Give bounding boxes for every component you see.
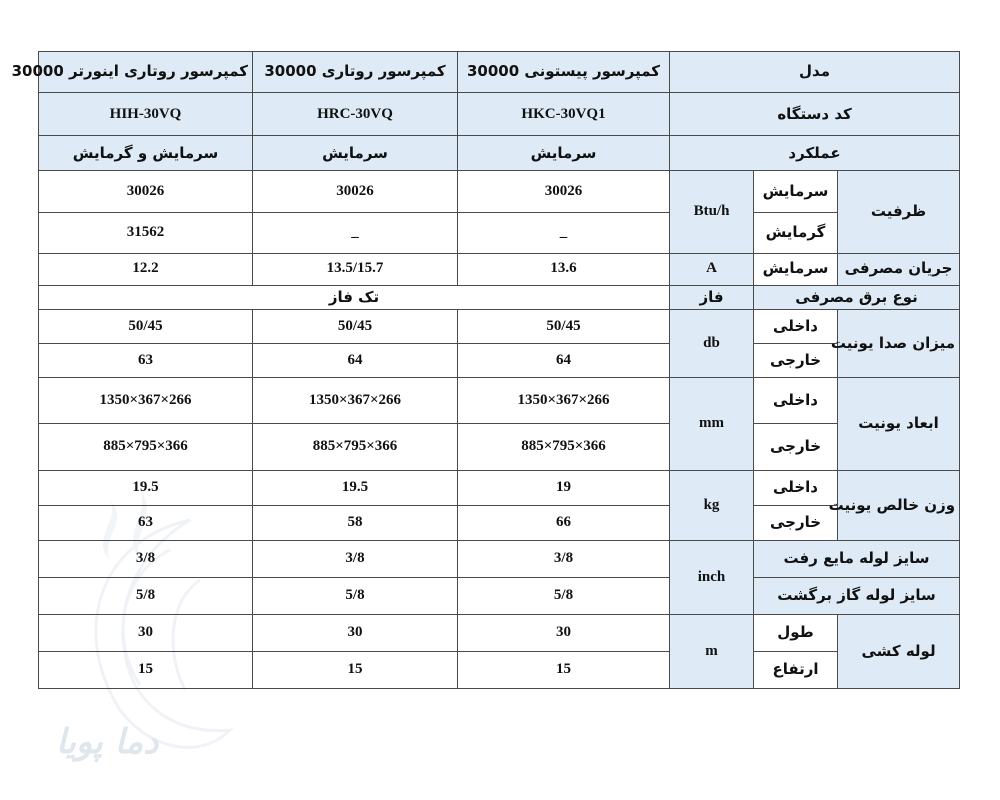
current-sub: سرمایش — [754, 253, 838, 285]
gas-col-1: 5/8 — [458, 577, 670, 614]
code-col-1: HKC-30VQ1 — [458, 93, 670, 136]
gas-col-3: 5/8 — [39, 577, 253, 614]
piping-label: لوله کشی — [838, 614, 960, 688]
pipe-size-unit: inch — [670, 540, 754, 614]
row-weight-outdoor — [39, 505, 960, 540]
weight-out-label: خارجی — [754, 505, 838, 540]
model-col-2: کمپرسور روتاری 30000 — [253, 52, 458, 93]
weight-in-label: داخلی — [754, 470, 838, 505]
power-value: تک فاز — [39, 285, 670, 310]
model-label: مدل — [670, 52, 960, 93]
dim-unit: mm — [670, 378, 754, 471]
cap-heat-col-3: 31562 — [39, 212, 253, 253]
length-label: طول — [754, 614, 838, 651]
noise-out-label: خارجی — [754, 344, 838, 378]
cap-heat-label: گرمایش — [754, 212, 838, 253]
cap-cool-col-3: 30026 — [39, 171, 253, 212]
model-col-1: کمپرسور پیستونی 30000 — [458, 52, 670, 93]
row-noise-indoor — [39, 310, 960, 344]
noise-in-col-3: 50/45 — [39, 310, 253, 344]
row-capacity-heating — [39, 212, 960, 253]
gas-label: سایز لوله گاز برگشت — [754, 577, 960, 614]
noise-out-col-1: 64 — [458, 344, 670, 378]
weight-in-col-1: 19 — [458, 470, 670, 505]
row-code — [39, 93, 960, 136]
current-col-1: 13.6 — [458, 253, 670, 285]
dim-out-col-3: 885×795×366 — [39, 424, 253, 470]
dim-in-col-3: 1350×367×266 — [39, 378, 253, 424]
length-col-3: 30 — [39, 614, 253, 651]
function-col-3: سرمایش و گرمایش — [39, 136, 253, 171]
capacity-label: ظرفیت — [838, 171, 960, 253]
row-power — [39, 285, 960, 310]
dim-out-col-1: 885×795×366 — [458, 424, 670, 470]
function-label: عملکرد — [670, 136, 960, 171]
cap-cool-col-1: 30026 — [458, 171, 670, 212]
dim-out-col-2: 885×795×366 — [253, 424, 458, 470]
liquid-col-1: 3/8 — [458, 540, 670, 577]
length-col-1: 30 — [458, 614, 670, 651]
code-label: کد دستگاه — [670, 93, 960, 136]
row-piping-length — [39, 614, 960, 651]
liquid-col-2: 3/8 — [253, 540, 458, 577]
piping-unit: m — [670, 614, 754, 688]
noise-in-col-2: 50/45 — [253, 310, 458, 344]
weight-out-col-2: 58 — [253, 505, 458, 540]
dim-in-col-2: 1350×367×266 — [253, 378, 458, 424]
weight-out-col-1: 66 — [458, 505, 670, 540]
row-dim-indoor — [39, 378, 960, 424]
gas-col-2: 5/8 — [253, 577, 458, 614]
length-col-2: 30 — [253, 614, 458, 651]
row-current — [39, 253, 960, 285]
cap-cool-label: سرمایش — [754, 171, 838, 212]
dim-out-label: خارجی — [754, 424, 838, 470]
liquid-label: سایز لوله مایع رفت — [754, 540, 960, 577]
noise-unit: db — [670, 310, 754, 378]
code-col-2: HRC-30VQ — [253, 93, 458, 136]
spec-table — [11, 51, 960, 689]
power-label: نوع برق مصرفی — [754, 285, 960, 310]
weight-in-col-2: 19.5 — [253, 470, 458, 505]
height-col-1: 15 — [458, 651, 670, 688]
cap-heat-col-2: _ — [253, 212, 458, 253]
row-weight-indoor — [39, 470, 960, 505]
weight-unit: kg — [670, 470, 754, 540]
row-model — [39, 52, 960, 93]
dim-label: ابعاد یونیت — [838, 378, 960, 471]
capacity-unit: Btu/h — [670, 171, 754, 253]
weight-out-col-3: 63 — [39, 505, 253, 540]
noise-in-label: داخلی — [754, 310, 838, 344]
current-col-3: 12.2 — [39, 253, 253, 285]
weight-label: وزن خالص یونیت — [838, 470, 960, 540]
dim-in-col-1: 1350×367×266 — [458, 378, 670, 424]
row-dim-outdoor — [39, 424, 960, 470]
code-col-3: HIH-30VQ — [39, 93, 253, 136]
row-function — [39, 136, 960, 171]
watermark-text: دما پویا — [56, 722, 159, 762]
noise-label: میزان صدا یونیت — [838, 310, 960, 378]
height-col-2: 15 — [253, 651, 458, 688]
height-col-3: 15 — [39, 651, 253, 688]
noise-in-col-1: 50/45 — [458, 310, 670, 344]
noise-out-col-2: 64 — [253, 344, 458, 378]
dim-in-label: داخلی — [754, 378, 838, 424]
row-noise-outdoor — [39, 344, 960, 378]
current-col-2: 13.5/15.7 — [253, 253, 458, 285]
function-col-2: سرمایش — [253, 136, 458, 171]
cap-cool-col-2: 30026 — [253, 171, 458, 212]
model-col-3: کمپرسور روتاری اینورتر 30000 — [39, 52, 253, 93]
height-label: ارتفاع — [754, 651, 838, 688]
row-piping-height — [39, 651, 960, 688]
liquid-col-3: 3/8 — [39, 540, 253, 577]
power-unit: فاز — [670, 285, 754, 310]
current-label: جریان مصرفی — [838, 253, 960, 285]
current-unit: A — [670, 253, 754, 285]
row-pipe-liquid — [39, 540, 960, 577]
function-col-1: سرمایش — [458, 136, 670, 171]
noise-out-col-3: 63 — [39, 344, 253, 378]
row-capacity-cooling — [39, 171, 960, 212]
cap-heat-col-1: _ — [458, 212, 670, 253]
weight-in-col-3: 19.5 — [39, 470, 253, 505]
row-pipe-gas — [39, 577, 960, 614]
